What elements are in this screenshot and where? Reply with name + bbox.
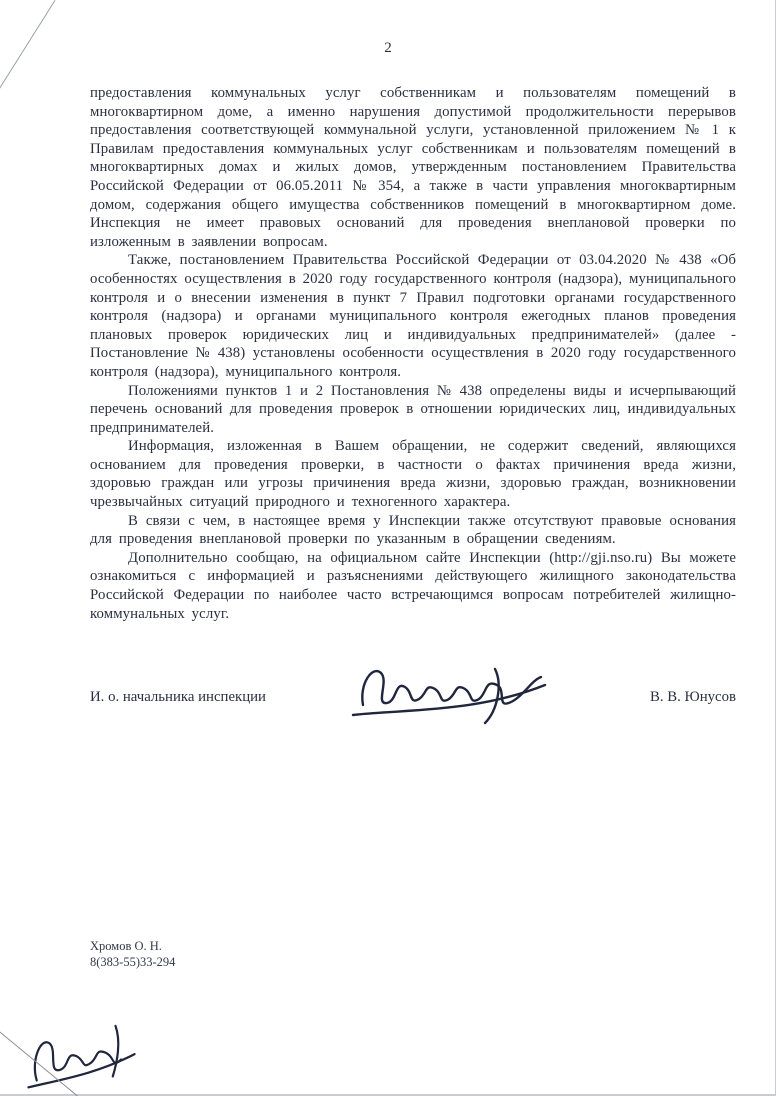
paragraph-continuation: предоставления коммунальных услуг собственникам и пользователям помещений в многоквартирном доме, а именно нарушения допустимой продолжительности перерывов предоставления соответствующей коммунальной услуги, установленной приложением № 1 к Правилам предоставления коммунальных услуг собственникам и пользователям помещений в многоквартирных домах и жилых домов, утвержденным постановлением Правительства Российской Федерации от 06.05.2011 № 354, а также в части управления многоквартирным домом, содержания общего имущества собственников помещений в многоквартирном доме. Инспекция не имеет правовых оснований для проведения внеплановой проверки по изложенным в заявлении вопросам. — [90, 85, 736, 250]
paragraph-conclusion: В связи с чем, в настоящее время у Инспекции также отсутствуют правовые основания для проведения внеплановой проверки по указанным в обращении сведениям. — [90, 512, 736, 548]
executor-info — [90, 938, 175, 970]
paragraph-resolution-438: Также, постановлением Правительства Российской Федерации от 03.04.2020 № 438 «Об особенностях осуществления в 2020 году государственного контроля (надзора), муниципального контроля и о внесении изменения в пункт 7 Правил подготовки органами государственного контроля (надзора) и органами муниципального контроля ежегодных планов проведения плановых проверок юридических лиц и индивидуальных предпринимателей» (далее - Постановление № 438) установлены особенности осуществления в 2020 году государственного контроля (надзора), муниципального контроля. — [90, 252, 736, 380]
signer-name: В. В. Юнусов — [649, 689, 736, 706]
handwritten-signature-icon — [345, 653, 555, 733]
executor-name: Хромов О. Н. — [90, 939, 162, 953]
paragraph-provisions: Положениями пунктов 1 и 2 Постановления № 438 определены виды и исчерпывающий перечень оснований для проведения проверок в отношении юридических лиц, индивидуальных предпринимателей. — [90, 382, 736, 436]
corner-signature-scribble-icon — [19, 1008, 175, 1093]
letter-body — [90, 84, 736, 760]
paragraph-information: Информация, изложенная в Вашем обращении, не содержит сведений, являющихся основанием для проведения проверки, в частности о фактах причинения вреда жизни, здоровью граждан или угрозы причинения вреда жизни, здоровью граждан, возникновении чрезвычайных ситуаций природного и техногенного характера. — [90, 438, 736, 511]
signer-title: И. о. начальника инспекции — [90, 689, 266, 706]
paragraph-additional-info: Дополнительно сообщаю, на официальном сайте Инспекции (http://gji.nso.ru) Вы можете ознакомиться с информацией и разъяснениями действующего жилищного законодательства Российской Федерации по наиболее часто встречающимся вопросам потребителей жилищно-коммунальных услуг. — [90, 549, 736, 622]
signature-block — [90, 665, 736, 760]
page-number: 2 — [384, 40, 392, 56]
executor-phone: 8(383-55)33-294 — [90, 955, 176, 969]
